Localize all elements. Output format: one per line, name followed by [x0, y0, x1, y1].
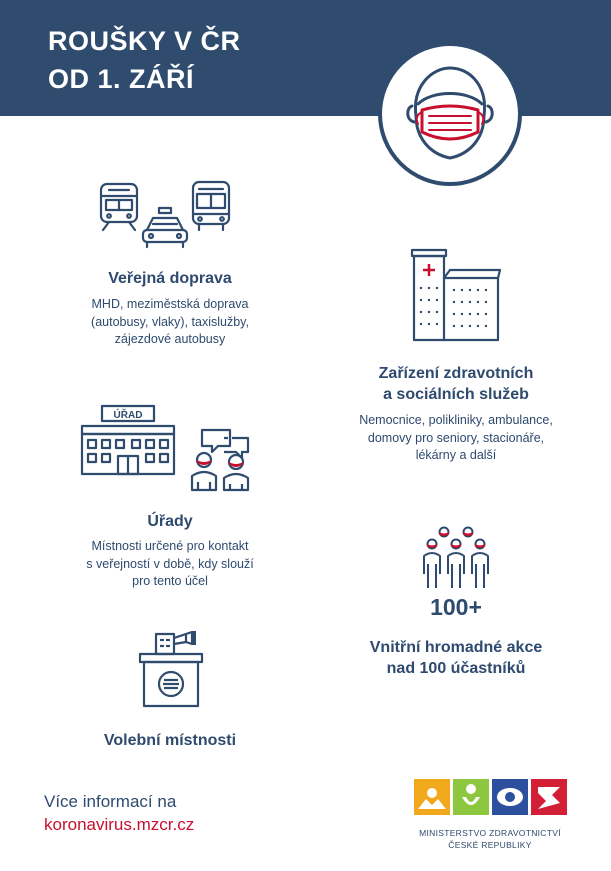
title-line-1: ROUŠKY V ČR — [48, 26, 241, 56]
face-mask-icon — [378, 42, 522, 186]
transport-description: MHD, meziměstská doprava (autobusy, vlaky), taxislužby, zájezdové autobusy — [91, 297, 249, 346]
office-sign: ÚŘAD — [113, 410, 143, 421]
office-building-icon — [78, 404, 262, 499]
transport-heading: Veřejná doprava — [108, 270, 232, 287]
events-heading: Vnitřní hromadné akce nad 100 účastníků — [369, 639, 543, 677]
ministry-logo — [414, 779, 568, 820]
offices-heading: Úřady — [147, 513, 193, 530]
public-transport-icon — [95, 180, 245, 255]
ballot-box-icon — [134, 628, 206, 717]
ministry-name-line-2: ČESKÉ REPUBLIKY — [448, 840, 532, 850]
events-count: 100+ — [430, 594, 482, 620]
voting-heading: Volební místnosti — [103, 732, 237, 749]
title-line-2: OD 1. ZÁŘÍ — [48, 64, 195, 94]
crowd-icon — [418, 526, 494, 597]
more-info-link[interactable]: koronavirus.mzcr.cz — [44, 815, 195, 834]
health-heading: Zařízení zdravotních a sociálních služeb — [378, 365, 534, 403]
offices-description: Místnosti určené pro kontakt s veřejností v době, kdy slouží pro tento účel — [86, 539, 254, 588]
ministry-name-line-1: MINISTERSTVO ZDRAVOTNICTVÍ — [419, 828, 561, 838]
hospital-icon — [410, 248, 504, 349]
health-description: Nemocnice, polikliniky, ambulance, domovy pro seniory, stacionáře, lékárny a další — [359, 413, 553, 462]
more-info-label: Více informací na — [44, 792, 177, 811]
